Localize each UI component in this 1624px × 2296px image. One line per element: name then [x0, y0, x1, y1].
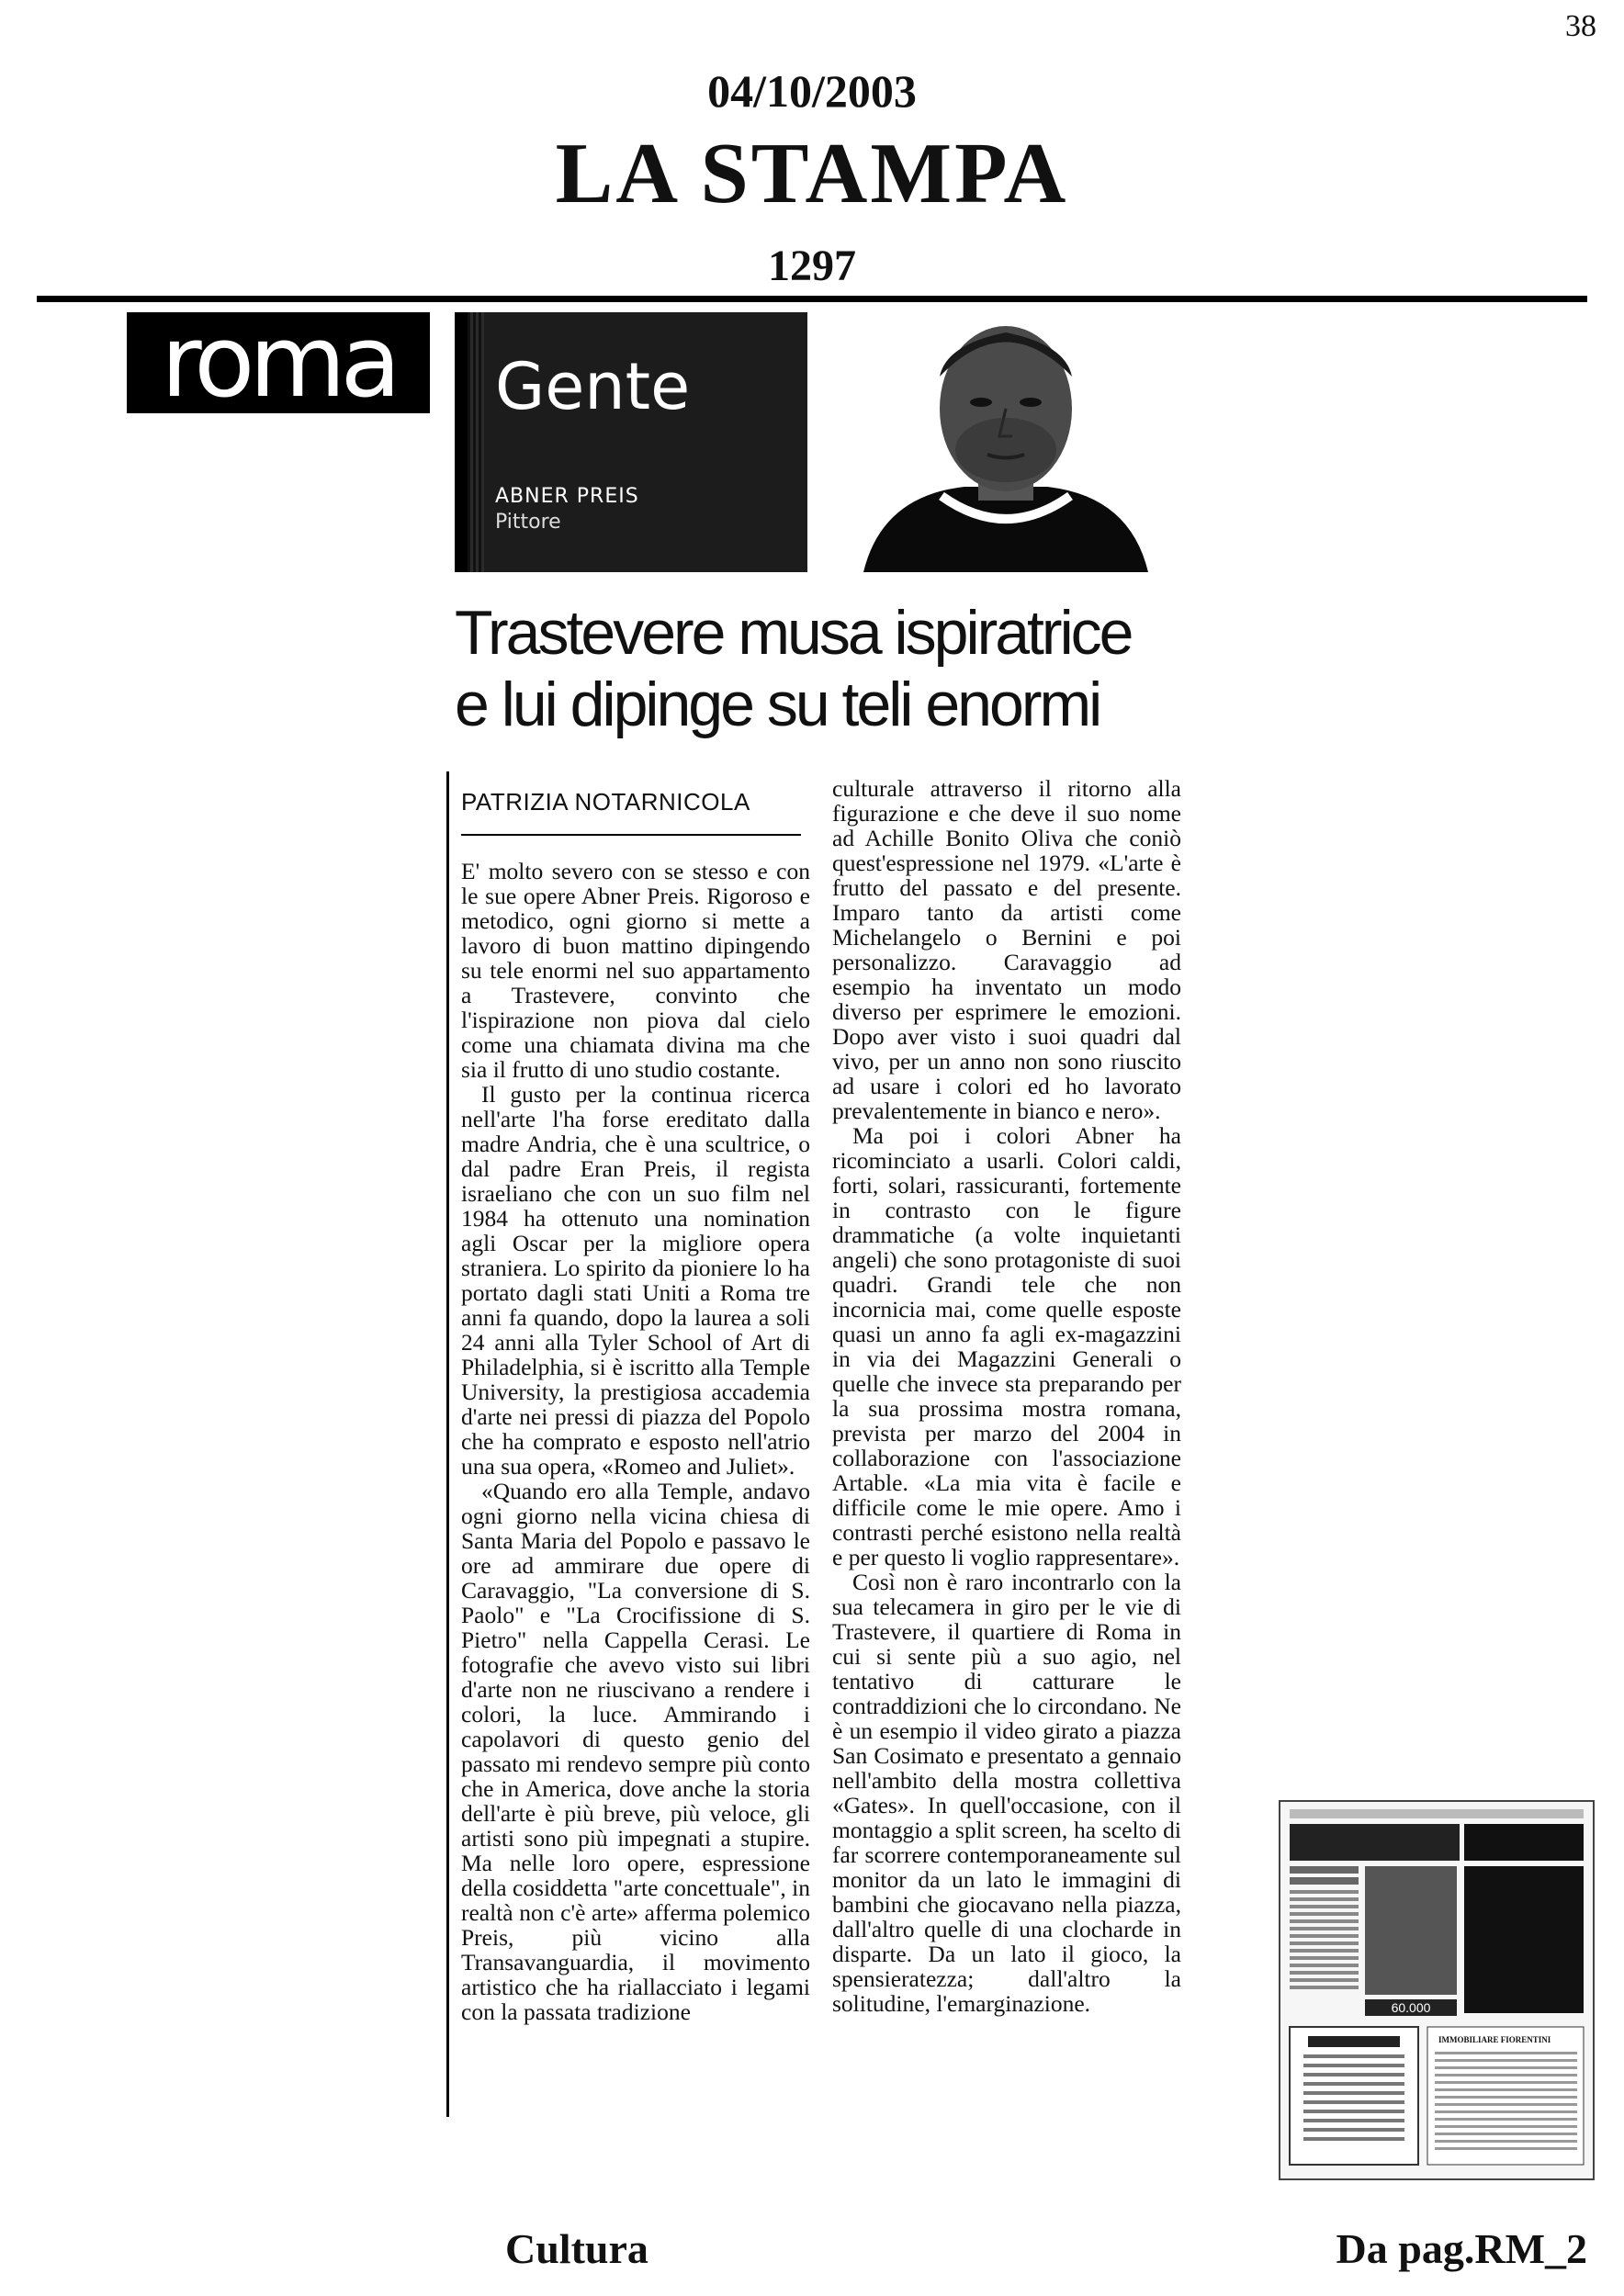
person-role: Pittore: [495, 511, 561, 534]
clipping-code: 1297: [768, 242, 856, 290]
footer-source: Da pag.RM_2: [1336, 2225, 1587, 2272]
thumbnail-ad-title: IMMOBILIARE FIORENTINI: [1438, 2035, 1551, 2044]
article-headline: [455, 597, 1245, 740]
article-column-1: [461, 859, 810, 2024]
newspaper-masthead: LA STAMPA: [555, 126, 1069, 221]
page-thumbnail: [1279, 1800, 1595, 2180]
portrait-photo: [827, 312, 1185, 572]
footer-section: Cultura: [505, 2225, 648, 2272]
page-number: 38: [1565, 9, 1596, 43]
column-divider: [446, 771, 449, 2117]
article-column-2: [832, 776, 1181, 2016]
gente-column-banner: [455, 312, 807, 572]
thumbnail-ad-number: 60.000: [1391, 2000, 1431, 2015]
publication-date: 04/10/2003: [707, 65, 917, 117]
paragraph: Così non è raro incontrarlo con la sua telecamera in giro per le vie di Trastevere, il quartiere di Roma in cui si sente più a suo agio, nel tentativo di catturare le contraddizioni che lo circondano. Ne è un esempio il video girato a piazza San Cosimato e presentato a gennaio nell'ambito della mostra collettiva «Gates». In quell'occasione, con il montaggio a split screen, ha scelto di far scorrere contemporaneamente sul monitor da un lato le immagini di bambini che giocavano nella piazza, dall'altro quelle di una clocharde in disparte. Da un lato il gioco, la spensieratezza; dall'altro la solitudine, l'emarginazione.: [832, 1569, 1181, 2017]
column-title: Gente: [495, 349, 691, 424]
headline-line-1: Trastevere musa ispiratrice: [455, 598, 1132, 668]
paragraph: Ma poi i colori Abner ha ricominciato a usarli. Colori caldi, forti, solari, rassicuranti, fortemente in contrasto con le figure drammatiche (a volte inquietanti angeli) che sono protagoniste di suoi quadri. Grandi tele che non incornicia mai, come quelle esposte quasi un anno fa agli ex-magazzini in via dei Magazzini Generali o quelle che invece sta preparando per la sua prossima mostra romana, prevista per marzo del 2004 in collaborazione con l'associazione Artable. «La mia vita è facile e difficile come le mie opere. Amo i contrasti perché esistono nella realtà e per questo li voglio rappresentare».: [832, 1122, 1181, 1570]
header-rule: [37, 296, 1587, 302]
paragraph: «Quando ero alla Temple, andavo ogni giorno nella vicina chiesa di Santa Maria del Popolo e passavo le ore ad ammirare due opere di Caravaggio, "La conversione di S. Paolo" e "La Crocifissione di S. Pietro" nella Cappella Cerasi. Le fotografie che avevo visto sui libri d'arte non ne riuscivano a rendere i colori, la luce. Ammirando i capolavori di questo genio del passato mi rendevo sempre più conto che in America, dove anche la storia dell'arte è più breve, più veloce, gli artisti sono più impegnati a stupire. Ma nelle loro opere, espressione della cosiddetta "arte concettuale", in realtà non c'è arte» afferma polemico Preis, più vicino alla Transavanguardia, il movimento artistico che ha riallacciato i legami con la passata tradizione: [461, 1478, 810, 2025]
paragraph: Il gusto per la continua ricerca nell'arte l'ha forse ereditato dalla madre Andria, che è una scultrice, o dal padre Eran Preis, il regista israeliano che con un suo film nel 1984 ha ottenuto una nomination agli Oscar per la migliore opera straniera. Lo spirito da pioniere lo ha portato dagli stati Uniti a Roma tre anni fa quando, dopo la laurea a soli 24 anni alla Tyler School of Art di Philadelphia, si è iscritto alla Temple University, la prestigiosa accademia d'arte nei pressi di piazza del Popolo che ha comprato e esposto nell'atrio una sua opera, «Romeo and Juliet».: [461, 1081, 810, 1480]
article-byline: PATRIZIA NOTARNICOLA: [461, 788, 750, 816]
roma-section-logo: roma: [127, 312, 430, 413]
paragraph: culturale attraverso il ritorno alla figurazione e che deve il suo nome ad Achille Bonito Oliva che coniò quest'espressione nel 1979. «L'arte è frutto del passato e del presente. Imparo tanto da artisti come Michelangelo o Bernini e poi personalizzo. Caravaggio ad esempio ha inventato un modo diverso per esprimere le emozioni. Dopo aver visto i suoi quadri dal vivo, per un anno non sono riuscito ad usare i colori ed ho lavorato prevalentemente in bianco e nero».: [832, 775, 1181, 1124]
byline-rule: [461, 834, 801, 836]
headline-line-2: e lui dipinge su teli enormi: [455, 670, 1100, 739]
person-name: ABNER PREIS: [495, 485, 639, 508]
paragraph: E' molto severo con se stesso e con le sue opere Abner Preis. Rigoroso e metodico, ogni giorno si mette a lavoro di buon mattino dipingendo su tele enormi nel suo appartamento a Trastevere, convinto che l'ispirazione non piova dal cielo come una chiamata divina ma che sia il frutto di uno studio costante.: [461, 858, 810, 1083]
